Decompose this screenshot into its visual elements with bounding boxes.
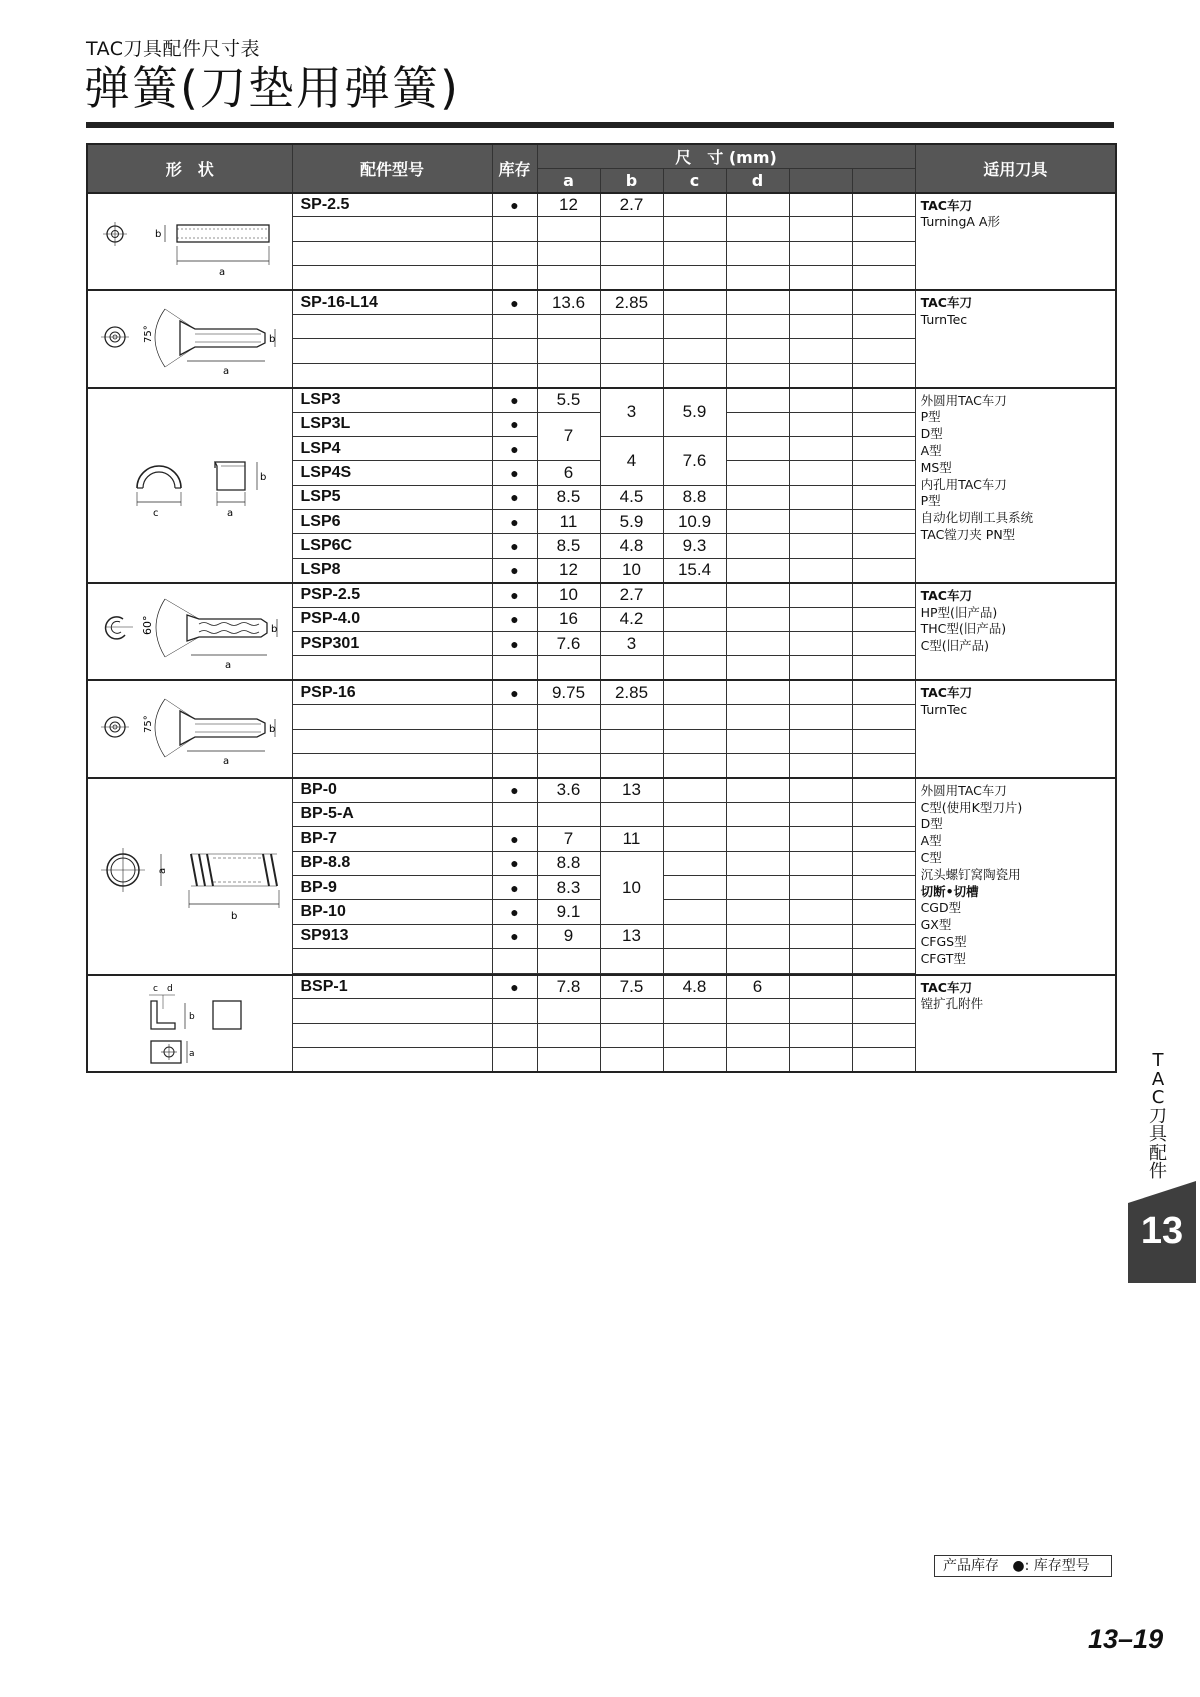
dim-a-cell: 8.8 (537, 851, 600, 875)
table-row (87, 975, 1116, 999)
tool-item: 外圆用TAC车刀 (920, 782, 1007, 798)
dim-label-b: b (268, 724, 276, 736)
stock-cell: ● (492, 924, 537, 948)
dim-b-cell: 11 (600, 827, 663, 851)
dim-a-cell: 7 (537, 827, 600, 851)
stock-cell: ● (492, 510, 537, 534)
stock-legend: 产品库存 ●: 库存型号 (934, 1555, 1112, 1577)
stock-dot-icon: ● (1012, 1558, 1025, 1574)
tool-item: P型 (920, 493, 941, 509)
applicable-tools-sp25 (915, 193, 1116, 291)
table-row (87, 583, 1116, 607)
model-cell: BP-0 (292, 778, 492, 802)
dim-label-a: a (224, 659, 231, 671)
tool-item: TAC镗刀夹 PN型 (920, 527, 1016, 542)
dim-b-cell: 13 (600, 778, 663, 802)
tool-item: C型(使用K型刀片) (920, 799, 1023, 815)
model-cell: LSP4S (292, 461, 492, 485)
dim-label-b: b (270, 623, 278, 635)
stock-cell: ● (492, 388, 537, 412)
model-cell: BP-8.8 (292, 851, 492, 875)
tool-item: A型 (920, 833, 942, 849)
dim-a-cell: 8.5 (537, 534, 600, 558)
dim-b-cell: 2.85 (600, 290, 663, 314)
dim-a-cell: 16 (537, 607, 600, 631)
tool-item: TAC车刀 (920, 979, 972, 995)
model-cell: PSP-2.5 (292, 583, 492, 607)
dim-label-b: b (259, 472, 267, 484)
tool-item: A型 (920, 443, 942, 459)
stock-cell: ● (492, 436, 537, 460)
dim-a-cell: 9 (537, 924, 600, 948)
dim-a-cell: 5.5 (537, 388, 600, 412)
dim-a-cell: 7 (537, 412, 600, 461)
header-dim-empty (852, 169, 915, 193)
model-cell: LSP6 (292, 510, 492, 534)
dim-a-cell: 7.8 (537, 975, 600, 999)
dim-c-cell: 10.9 (663, 510, 726, 534)
tool-item: 自动化切削工具系统 (920, 510, 1034, 526)
stock-cell: ● (492, 534, 537, 558)
bracket-spring-diagram (95, 979, 285, 1067)
wavy-pin-diagram (95, 591, 285, 673)
stock-cell: ● (492, 778, 537, 802)
dim-b-cell: 4.5 (600, 485, 663, 509)
dim-label-c: c (152, 508, 159, 520)
countersunk-pin-diagram (95, 299, 285, 379)
dim-b-cell: 10 (600, 851, 663, 924)
model-cell: BP-9 (292, 875, 492, 899)
tool-item: TAC车刀 (920, 197, 972, 213)
dim-b-cell: 5.9 (600, 510, 663, 534)
side-chapter-label: T A C 刀 具 配 件 (1149, 1050, 1167, 1182)
tool-item: C型(旧产品) (920, 638, 990, 654)
tool-item: 切断•切槽 (920, 883, 979, 899)
tool-item: CGD型 (920, 900, 962, 916)
stock-cell: ● (492, 485, 537, 509)
tool-item: D型 (920, 816, 943, 832)
dim-a-cell: 9.1 (537, 900, 600, 924)
tool-item: TAC车刀 (920, 295, 972, 311)
title-rule (86, 122, 1114, 128)
stock-cell: ● (492, 851, 537, 875)
model-cell: SP-16-L14 (292, 290, 492, 314)
applicable-tools-sp16 (915, 290, 1116, 388)
stock-cell: ● (492, 680, 537, 704)
page-subtitle: TAC刀具配件尺寸表 (86, 38, 261, 60)
header-shape: 形 状 (87, 144, 292, 193)
stock-cell: ● (492, 875, 537, 899)
dim-b-cell: 4 (600, 436, 663, 485)
page-number: 13–19 (1088, 1624, 1164, 1654)
table-row (87, 193, 1116, 217)
spring-dimension-table (86, 143, 1117, 1073)
applicable-tools-psp (915, 583, 1116, 681)
dim-label-a: a (218, 267, 225, 279)
dim-a-cell: 6 (537, 461, 600, 485)
dim-b-cell: 2.7 (600, 583, 663, 607)
shape-diagram-psp (87, 583, 292, 681)
header-dimensions: 尺 寸 (mm) (537, 144, 915, 169)
tool-item: CFGS型 (920, 934, 967, 950)
coil-spring-diagram (95, 826, 285, 926)
stock-cell: ● (492, 412, 537, 436)
tool-item: TurnTec (920, 702, 968, 718)
model-cell: SP913 (292, 924, 492, 948)
dim-label-a: a (226, 508, 233, 520)
dim-c-cell: 8.8 (663, 485, 726, 509)
dim-c-cell: 15.4 (663, 558, 726, 582)
dim-label-c: c (152, 984, 158, 995)
dim-label-b: b (268, 333, 276, 345)
header-model: 配件型号 (292, 144, 492, 193)
dim-a-cell: 8.5 (537, 485, 600, 509)
shape-diagram-lsp (87, 388, 292, 583)
model-cell: PSP-4.0 (292, 607, 492, 631)
dim-b-cell: 13 (600, 924, 663, 948)
header-dim-empty (789, 169, 852, 193)
dim-label-a: a (156, 868, 168, 875)
dim-label-d: d (166, 984, 173, 995)
shape-diagram-psp16 (87, 680, 292, 778)
tool-item: MS型 (920, 459, 952, 475)
model-cell: PSP-16 (292, 680, 492, 704)
dim-b-cell: 3 (600, 388, 663, 437)
angle-label-60: 60° (140, 615, 154, 635)
dim-b-cell: 10 (600, 558, 663, 582)
dim-label-a: a (222, 756, 229, 768)
stock-cell: ● (492, 975, 537, 999)
tool-item: P型 (920, 409, 941, 425)
chapter-number: 13 (1140, 1210, 1184, 1252)
applicable-tools-bsp (915, 975, 1116, 1073)
model-cell: BP-7 (292, 827, 492, 851)
tool-item: HP型(旧产品) (920, 604, 998, 620)
header-dim-d: d (726, 169, 789, 193)
tool-item: CFGT型 (920, 950, 966, 966)
dim-a-cell: 7.6 (537, 632, 600, 656)
dim-b-cell: 7.5 (600, 975, 663, 999)
dim-c-cell: 9.3 (663, 534, 726, 558)
dim-c-cell: 4.8 (663, 975, 726, 999)
dim-label-b: b (154, 229, 162, 241)
tool-item: C型 (920, 850, 942, 866)
stock-cell: ● (492, 461, 537, 485)
tool-item: 内孔用TAC车刀 (920, 476, 1007, 492)
stock-cell: ● (492, 290, 537, 314)
stock-cell: ● (492, 558, 537, 582)
model-cell: LSP3 (292, 388, 492, 412)
header-tools: 适用刀具 (915, 144, 1116, 193)
tool-item: TurnTec (920, 311, 968, 327)
model-cell: LSP8 (292, 558, 492, 582)
dim-a-cell: 8.3 (537, 875, 600, 899)
dim-c-cell: 5.9 (663, 388, 726, 437)
angle-label-75: 75° (142, 715, 154, 734)
dim-a-cell: 12 (537, 193, 600, 217)
header-dim-b: b (600, 169, 663, 193)
model-cell: LSP6C (292, 534, 492, 558)
dim-b-cell: 2.7 (600, 193, 663, 217)
header-dim-c: c (663, 169, 726, 193)
table-row (87, 680, 1116, 704)
split-pin-diagram (95, 201, 285, 281)
tool-item: GX型 (920, 917, 952, 933)
dim-a-cell: 12 (537, 558, 600, 582)
dim-a-cell: 11 (537, 510, 600, 534)
tool-item: D型 (920, 426, 943, 442)
model-cell: LSP5 (292, 485, 492, 509)
shape-diagram-bsp (87, 975, 292, 1073)
stock-cell: ● (492, 900, 537, 924)
stock-cell: ● (492, 827, 537, 851)
shape-diagram-sp16 (87, 290, 292, 388)
model-cell: BSP-1 (292, 975, 492, 999)
countersunk-pin-diagram (95, 689, 285, 769)
dim-a-cell: 10 (537, 583, 600, 607)
dim-label-a: a (188, 1049, 195, 1060)
model-cell: LSP4 (292, 436, 492, 460)
tool-item: TurningA A形 (920, 214, 1000, 230)
dim-c-cell: 7.6 (663, 436, 726, 485)
dim-label-a: a (222, 365, 229, 377)
shape-diagram-sp25 (87, 193, 292, 291)
table-row (87, 388, 1116, 412)
clip-spring-diagram (95, 440, 285, 530)
applicable-tools-psp16 (915, 680, 1116, 778)
applicable-tools-bp (915, 778, 1116, 975)
dim-b-cell: 4.2 (600, 607, 663, 631)
dim-a-cell: 13.6 (537, 290, 600, 314)
model-cell: SP-2.5 (292, 193, 492, 217)
header-stock: 库存 (492, 144, 537, 193)
shape-diagram-bp (87, 778, 292, 975)
angle-label-75: 75° (142, 325, 154, 343)
tool-item: 沉头螺钉窝陶瓷用 (920, 866, 1021, 882)
stock-cell: ● (492, 193, 537, 217)
header-dim-a: a (537, 169, 600, 193)
dim-d-cell: 6 (726, 975, 789, 999)
table-row (87, 290, 1116, 314)
model-cell: BP-5-A (292, 802, 492, 826)
tool-item: TAC车刀 (920, 685, 972, 701)
dim-b-cell: 4.8 (600, 534, 663, 558)
model-cell: PSP301 (292, 632, 492, 656)
dim-a-cell: 3.6 (537, 778, 600, 802)
page-title: 弹簧(刀垫用弹簧) (84, 61, 460, 115)
dim-label-b: b (230, 911, 238, 923)
model-cell: LSP3L (292, 412, 492, 436)
stock-cell: ● (492, 607, 537, 631)
dim-b-cell: 2.85 (600, 680, 663, 704)
model-cell: BP-10 (292, 900, 492, 924)
table-row (87, 778, 1116, 802)
tool-item: 镗扩孔附件 (920, 996, 984, 1012)
dim-b-cell: 3 (600, 632, 663, 656)
applicable-tools-lsp (915, 388, 1116, 583)
stock-cell: ● (492, 583, 537, 607)
tool-item: THC型(旧产品) (920, 621, 1007, 637)
tool-item: TAC车刀 (920, 587, 972, 603)
dim-a-cell: 9.75 (537, 680, 600, 704)
dim-label-b: b (188, 1012, 195, 1023)
tool-item: 外圆用TAC车刀 (920, 392, 1007, 408)
stock-cell: ● (492, 632, 537, 656)
